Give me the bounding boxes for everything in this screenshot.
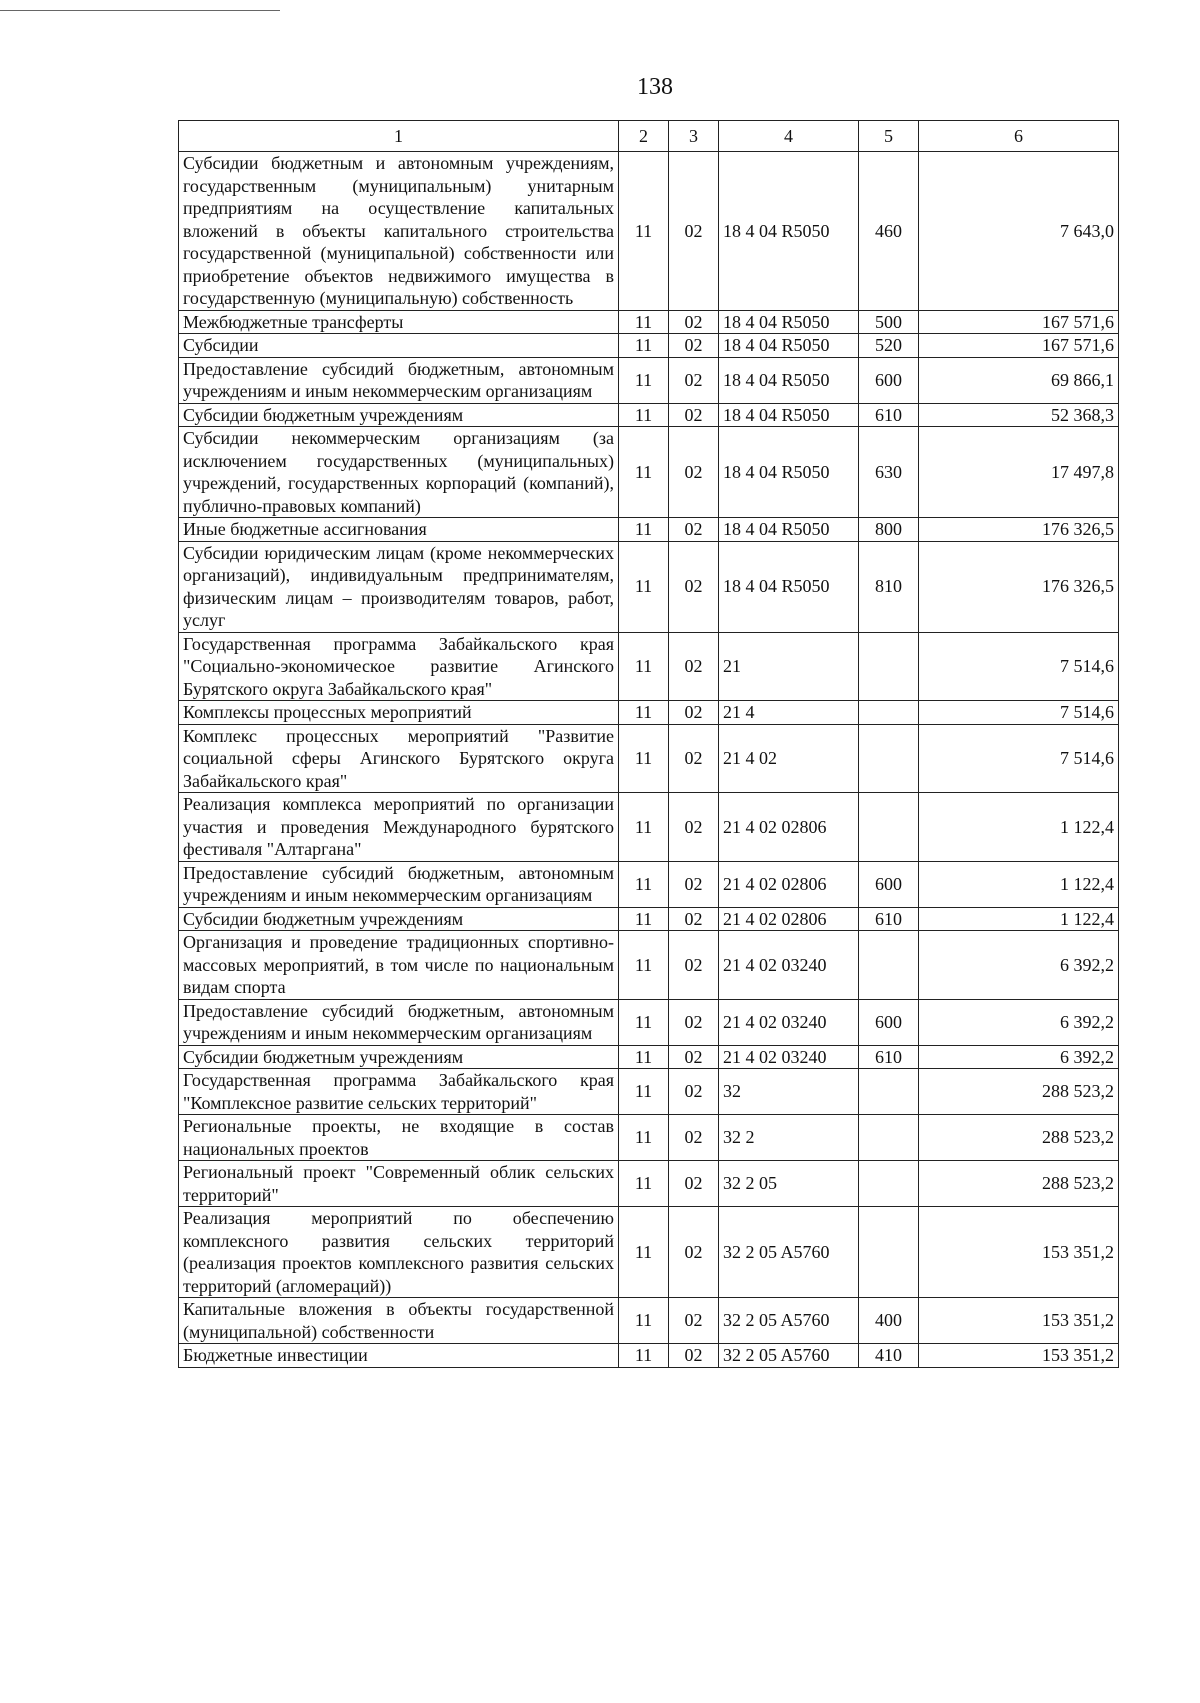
- amount-cell: 1 122,4: [919, 861, 1119, 907]
- row-name-cell: Комплексы процессных мероприятий: [179, 701, 619, 725]
- target-article-cell: 21 4 02 02806: [719, 793, 859, 862]
- target-article-cell: 21 4: [719, 701, 859, 725]
- row-name-cell: Организация и проведение традиционных спортивно-массовых мероприятий, в том числе по национальным видам спорта: [179, 931, 619, 1000]
- expense-type-cell: 520: [859, 334, 919, 358]
- header-cell: 1: [179, 121, 619, 152]
- expense-type-cell: 400: [859, 1298, 919, 1344]
- subsection-cell: 02: [669, 793, 719, 862]
- table-row: [179, 632, 1119, 701]
- target-article-cell: 18 4 04 R5050: [719, 310, 859, 334]
- target-article-cell: 32 2: [719, 1115, 859, 1161]
- table-row: [179, 1045, 1119, 1069]
- row-name-cell: Бюджетные инвестиции: [179, 1344, 619, 1368]
- target-article-cell: 32 2 05 A5760: [719, 1298, 859, 1344]
- header-row: [179, 121, 1119, 152]
- section-cell: 11: [619, 931, 669, 1000]
- row-name-cell: Субсидии бюджетным учреждениям: [179, 1045, 619, 1069]
- section-cell: 11: [619, 907, 669, 931]
- subsection-cell: 02: [669, 1069, 719, 1115]
- expense-type-cell: [859, 931, 919, 1000]
- table-body: [179, 152, 1119, 1368]
- section-cell: 11: [619, 152, 669, 311]
- row-name-cell: Субсидии бюджетным и автономным учреждениям, государственным (муниципальным) унитарным предприятиям на осуществление капитальных вложений в объекты капитального строительства государственной (муниципальной) собственности или приобретение объектов недвижимого имущества в государственную (муниципальную) собственность: [179, 152, 619, 311]
- expense-type-cell: [859, 701, 919, 725]
- target-article-cell: 18 4 04 R5050: [719, 541, 859, 632]
- table-row: [179, 334, 1119, 358]
- table-row: [179, 1069, 1119, 1115]
- subsection-cell: 02: [669, 357, 719, 403]
- row-name-cell: Иные бюджетные ассигнования: [179, 518, 619, 542]
- amount-cell: 176 326,5: [919, 541, 1119, 632]
- row-name-cell: Предоставление субсидий бюджетным, автономным учреждениям и иным некоммерческим организациям: [179, 861, 619, 907]
- subsection-cell: 02: [669, 907, 719, 931]
- subsection-cell: 02: [669, 1207, 719, 1298]
- amount-cell: 6 392,2: [919, 1045, 1119, 1069]
- expense-type-cell: 410: [859, 1344, 919, 1368]
- amount-cell: 7 514,6: [919, 701, 1119, 725]
- table-row: [179, 541, 1119, 632]
- amount-cell: 7 514,6: [919, 724, 1119, 793]
- section-cell: 11: [619, 999, 669, 1045]
- amount-cell: 6 392,2: [919, 931, 1119, 1000]
- section-cell: 11: [619, 334, 669, 358]
- budget-table: [178, 120, 1119, 1368]
- target-article-cell: 21 4 02 03240: [719, 931, 859, 1000]
- expense-type-cell: [859, 1207, 919, 1298]
- subsection-cell: 02: [669, 861, 719, 907]
- table-row: [179, 1161, 1119, 1207]
- subsection-cell: 02: [669, 541, 719, 632]
- subsection-cell: 02: [669, 1045, 719, 1069]
- amount-cell: 17 497,8: [919, 427, 1119, 518]
- header-cell: 4: [719, 121, 859, 152]
- expense-type-cell: 810: [859, 541, 919, 632]
- section-cell: 11: [619, 724, 669, 793]
- amount-cell: 153 351,2: [919, 1298, 1119, 1344]
- target-article-cell: 18 4 04 R5050: [719, 152, 859, 311]
- target-article-cell: 18 4 04 R5050: [719, 334, 859, 358]
- amount-cell: 1 122,4: [919, 793, 1119, 862]
- row-name-cell: Капитальные вложения в объекты государственной (муниципальной) собственности: [179, 1298, 619, 1344]
- expense-type-cell: 460: [859, 152, 919, 311]
- expense-type-cell: 610: [859, 403, 919, 427]
- subsection-cell: 02: [669, 999, 719, 1045]
- row-name-cell: Государственная программа Забайкальского края "Социально-экономическое развитие Агинского Бурятского округа Забайкальского края": [179, 632, 619, 701]
- section-cell: 11: [619, 403, 669, 427]
- section-cell: 11: [619, 1298, 669, 1344]
- section-cell: 11: [619, 310, 669, 334]
- section-cell: 11: [619, 541, 669, 632]
- amount-cell: 176 326,5: [919, 518, 1119, 542]
- expense-type-cell: [859, 724, 919, 793]
- section-cell: 11: [619, 1207, 669, 1298]
- expense-type-cell: 500: [859, 310, 919, 334]
- amount-cell: 69 866,1: [919, 357, 1119, 403]
- amount-cell: 7 514,6: [919, 632, 1119, 701]
- table-row: [179, 518, 1119, 542]
- table-row: [179, 724, 1119, 793]
- expense-type-cell: 610: [859, 1045, 919, 1069]
- target-article-cell: 18 4 04 R5050: [719, 357, 859, 403]
- section-cell: 11: [619, 701, 669, 725]
- expense-type-cell: [859, 632, 919, 701]
- page-number: 138: [637, 74, 673, 100]
- row-name-cell: Государственная программа Забайкальского края "Комплексное развитие сельских территорий": [179, 1069, 619, 1115]
- subsection-cell: 02: [669, 152, 719, 311]
- subsection-cell: 02: [669, 334, 719, 358]
- table-row: [179, 427, 1119, 518]
- header-cell: 3: [669, 121, 719, 152]
- target-article-cell: 32: [719, 1069, 859, 1115]
- header-cell: 2: [619, 121, 669, 152]
- section-cell: 11: [619, 1344, 669, 1368]
- target-article-cell: 32 2 05 A5760: [719, 1344, 859, 1368]
- table-row: [179, 1115, 1119, 1161]
- table-row: [179, 907, 1119, 931]
- scan-artifact-line: [0, 10, 280, 11]
- row-name-cell: Субсидии бюджетным учреждениям: [179, 907, 619, 931]
- table-row: [179, 793, 1119, 862]
- table-row: [179, 357, 1119, 403]
- section-cell: 11: [619, 793, 669, 862]
- section-cell: 11: [619, 518, 669, 542]
- section-cell: 11: [619, 1045, 669, 1069]
- amount-cell: 1 122,4: [919, 907, 1119, 931]
- row-name-cell: Предоставление субсидий бюджетным, автономным учреждениям и иным некоммерческим организациям: [179, 999, 619, 1045]
- subsection-cell: 02: [669, 632, 719, 701]
- section-cell: 11: [619, 427, 669, 518]
- table-row: [179, 1344, 1119, 1368]
- expense-type-cell: 800: [859, 518, 919, 542]
- expense-type-cell: 610: [859, 907, 919, 931]
- row-name-cell: Региональные проекты, не входящие в состав национальных проектов: [179, 1115, 619, 1161]
- amount-cell: 288 523,2: [919, 1161, 1119, 1207]
- amount-cell: 288 523,2: [919, 1115, 1119, 1161]
- target-article-cell: 21 4 02 02806: [719, 907, 859, 931]
- row-name-cell: Субсидии: [179, 334, 619, 358]
- amount-cell: 153 351,2: [919, 1344, 1119, 1368]
- row-name-cell: Региональный проект "Современный облик сельских территорий": [179, 1161, 619, 1207]
- row-name-cell: Межбюджетные трансферты: [179, 310, 619, 334]
- subsection-cell: 02: [669, 427, 719, 518]
- section-cell: 11: [619, 1069, 669, 1115]
- target-article-cell: 18 4 04 R5050: [719, 427, 859, 518]
- table-row: [179, 310, 1119, 334]
- table-row: [179, 999, 1119, 1045]
- amount-cell: 6 392,2: [919, 999, 1119, 1045]
- subsection-cell: 02: [669, 701, 719, 725]
- expense-type-cell: 600: [859, 357, 919, 403]
- target-article-cell: 21 4 02: [719, 724, 859, 793]
- expense-type-cell: 600: [859, 999, 919, 1045]
- header-cell: 6: [919, 121, 1119, 152]
- target-article-cell: 21 4 02 02806: [719, 861, 859, 907]
- subsection-cell: 02: [669, 403, 719, 427]
- header-cell: 5: [859, 121, 919, 152]
- table-row: [179, 152, 1119, 311]
- section-cell: 11: [619, 861, 669, 907]
- subsection-cell: 02: [669, 1298, 719, 1344]
- target-article-cell: 21: [719, 632, 859, 701]
- table-row: [179, 861, 1119, 907]
- target-article-cell: 18 4 04 R5050: [719, 403, 859, 427]
- table-row: [179, 931, 1119, 1000]
- section-cell: 11: [619, 1115, 669, 1161]
- expense-type-cell: [859, 1069, 919, 1115]
- row-name-cell: Предоставление субсидий бюджетным, автономным учреждениям и иным некоммерческим организациям: [179, 357, 619, 403]
- amount-cell: 7 643,0: [919, 152, 1119, 311]
- amount-cell: 153 351,2: [919, 1207, 1119, 1298]
- target-article-cell: 21 4 02 03240: [719, 1045, 859, 1069]
- section-cell: 11: [619, 357, 669, 403]
- target-article-cell: 32 2 05 A5760: [719, 1207, 859, 1298]
- row-name-cell: Реализация мероприятий по обеспечению комплексного развития сельских территорий (реализация проектов комплексного развития сельских территорий (агломераций)): [179, 1207, 619, 1298]
- subsection-cell: 02: [669, 310, 719, 334]
- table-row: [179, 1298, 1119, 1344]
- row-name-cell: Субсидии некоммерческим организациям (за исключением государственных (муниципальных) учреждений, государственных корпораций (компаний), публично-правовых компаний): [179, 427, 619, 518]
- subsection-cell: 02: [669, 1344, 719, 1368]
- subsection-cell: 02: [669, 1115, 719, 1161]
- expense-type-cell: [859, 1161, 919, 1207]
- subsection-cell: 02: [669, 1161, 719, 1207]
- table-row: [179, 403, 1119, 427]
- expense-type-cell: [859, 1115, 919, 1161]
- row-name-cell: Субсидии бюджетным учреждениям: [179, 403, 619, 427]
- amount-cell: 52 368,3: [919, 403, 1119, 427]
- subsection-cell: 02: [669, 518, 719, 542]
- target-article-cell: 32 2 05: [719, 1161, 859, 1207]
- amount-cell: 167 571,6: [919, 310, 1119, 334]
- subsection-cell: 02: [669, 724, 719, 793]
- target-article-cell: 21 4 02 03240: [719, 999, 859, 1045]
- table-row: [179, 1207, 1119, 1298]
- expense-type-cell: 600: [859, 861, 919, 907]
- section-cell: 11: [619, 632, 669, 701]
- target-article-cell: 18 4 04 R5050: [719, 518, 859, 542]
- row-name-cell: Комплекс процессных мероприятий "Развитие социальной сферы Агинского Бурятского округа Забайкальского края": [179, 724, 619, 793]
- expense-type-cell: [859, 793, 919, 862]
- expense-type-cell: 630: [859, 427, 919, 518]
- subsection-cell: 02: [669, 931, 719, 1000]
- table-row: [179, 701, 1119, 725]
- section-cell: 11: [619, 1161, 669, 1207]
- amount-cell: 167 571,6: [919, 334, 1119, 358]
- row-name-cell: Субсидии юридическим лицам (кроме некоммерческих организаций), индивидуальным предпринимателям, физическим лицам – производителям товаров, работ, услуг: [179, 541, 619, 632]
- amount-cell: 288 523,2: [919, 1069, 1119, 1115]
- row-name-cell: Реализация комплекса мероприятий по организации участия и проведения Международного бурятского фестиваля "Алтаргана": [179, 793, 619, 862]
